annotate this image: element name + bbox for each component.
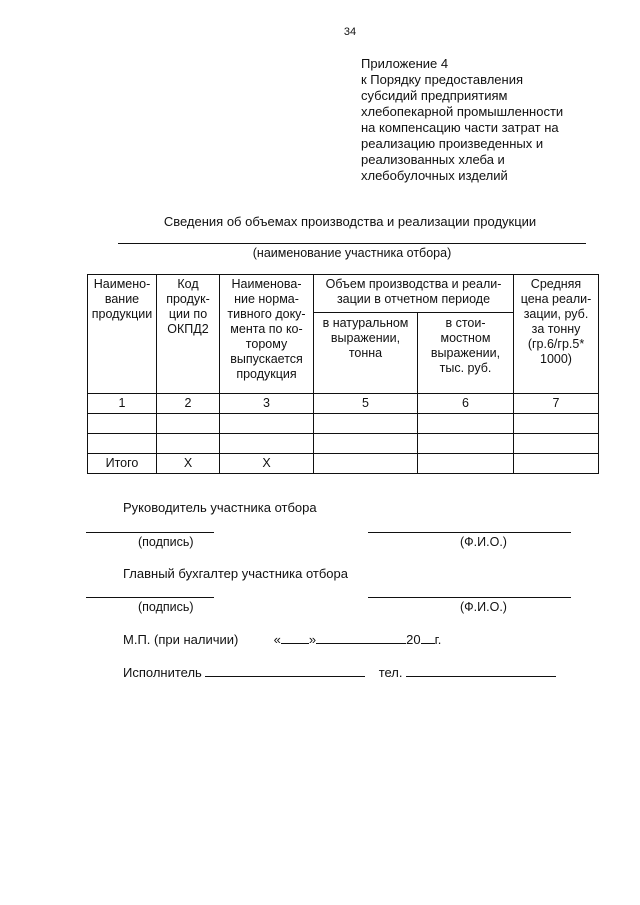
- head-name-caption: (Ф.И.О.): [460, 535, 507, 549]
- year-prefix: 20: [406, 632, 421, 647]
- column-number: 2: [157, 394, 220, 414]
- stamp-row: [123, 630, 441, 647]
- year-suffix: г.: [434, 632, 442, 647]
- column-number: 5: [314, 394, 418, 414]
- head-signature-line[interactable]: [86, 532, 214, 533]
- column-number: 7: [514, 394, 599, 414]
- accountant-name-line[interactable]: [368, 597, 571, 598]
- phone-field[interactable]: [406, 663, 556, 677]
- annex-header: [361, 56, 611, 184]
- table-cell[interactable]: [418, 414, 514, 434]
- head-name-line[interactable]: [368, 532, 571, 533]
- column-numbers-row: [88, 394, 599, 414]
- table-cell[interactable]: [220, 414, 314, 434]
- executor-field[interactable]: [205, 663, 365, 677]
- table-row: [88, 434, 599, 454]
- table-cell[interactable]: [88, 414, 157, 434]
- table-cell[interactable]: [418, 434, 514, 454]
- total-label: Итого: [88, 454, 157, 474]
- total-row: [88, 454, 599, 474]
- table-row: [88, 414, 599, 434]
- header-natural-volume: в натуральном выражении, тонна: [314, 313, 418, 394]
- table-cell[interactable]: [514, 414, 599, 434]
- total-value-cell[interactable]: [418, 454, 514, 474]
- stamp-label: М.П. (при наличии): [123, 632, 239, 647]
- annex-line: на компенсацию части затрат на: [361, 120, 559, 135]
- accountant-label: Главный бухгалтер участника отбора: [123, 566, 348, 581]
- total-natural-cell[interactable]: [314, 454, 418, 474]
- header-average-price: Средняя цена реали- зации, руб. за тонну (гр.6/гр.5* 1000): [514, 275, 599, 394]
- document-title: Сведения об объемах производства и реализации продукции: [163, 214, 537, 229]
- table-cell[interactable]: [88, 434, 157, 454]
- date-year-field[interactable]: [421, 630, 435, 644]
- column-number: 1: [88, 394, 157, 414]
- head-label: Руководитель участника отбора: [123, 500, 317, 515]
- quote-open: «: [273, 632, 281, 647]
- total-document-mark: Х: [220, 454, 314, 474]
- table-cell[interactable]: [314, 434, 418, 454]
- table-cell[interactable]: [514, 434, 599, 454]
- total-code-mark: Х: [157, 454, 220, 474]
- column-number: 6: [418, 394, 514, 414]
- annex-line: хлебопекарной промышленности: [361, 104, 564, 119]
- head-signature-caption: (подпись): [138, 535, 194, 549]
- header-value-volume: в стои- мостном выражении, тыс. руб.: [418, 313, 514, 394]
- phone-label: тел.: [378, 665, 403, 680]
- header-product-name: Наимено- вание продукции: [88, 275, 157, 394]
- table-cell[interactable]: [157, 414, 220, 434]
- participant-name-line: [118, 243, 586, 244]
- table-cell[interactable]: [220, 434, 314, 454]
- annex-line: реализованных хлеба и: [361, 152, 505, 167]
- column-number: 3: [220, 394, 314, 414]
- annex-line: субсидий предприятиям: [361, 88, 508, 103]
- header-okpd2-code: Код продук- ции по ОКПД2: [157, 275, 220, 394]
- annex-line: хлебобулочных изделий: [361, 168, 508, 183]
- annex-line: Приложение 4: [361, 56, 449, 71]
- annex-line: реализацию произведенных и: [361, 136, 544, 151]
- page-number: 34: [343, 26, 357, 38]
- executor-row: [123, 663, 556, 680]
- quote-close: »: [308, 632, 317, 647]
- annex-line: к Порядку предоставления: [361, 72, 523, 87]
- participant-name-caption: (наименование участника отбора): [252, 246, 452, 260]
- production-table: [87, 274, 599, 474]
- date-day-field[interactable]: [281, 630, 309, 644]
- total-price-cell[interactable]: [514, 454, 599, 474]
- header-normative-document: Наименова- ние норма- тивного доку- мента по ко- торому выпускается продукция: [220, 275, 314, 394]
- header-volume-group: Объем производства и реали- зации в отчетном периоде: [314, 275, 514, 313]
- accountant-name-caption: (Ф.И.О.): [460, 600, 507, 614]
- table-cell[interactable]: [314, 414, 418, 434]
- table-cell[interactable]: [157, 434, 220, 454]
- executor-label: Исполнитель: [123, 665, 202, 680]
- date-month-field[interactable]: [316, 630, 406, 644]
- accountant-signature-caption: (подпись): [138, 600, 194, 614]
- accountant-signature-line[interactable]: [86, 597, 214, 598]
